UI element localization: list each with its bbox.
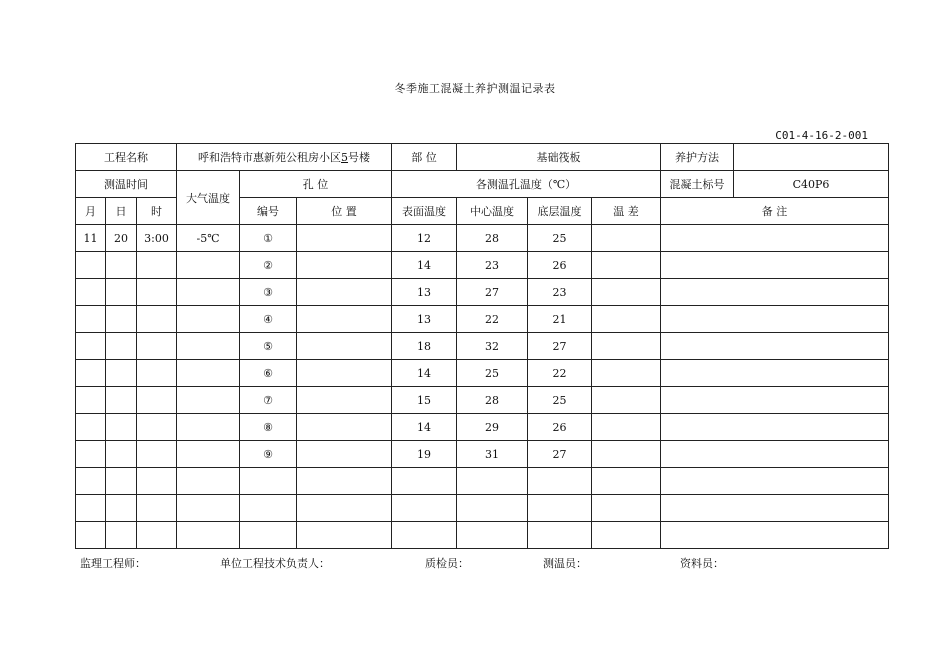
project-building-suffix: 号楼 <box>348 151 371 164</box>
hour-cell <box>137 387 177 414</box>
concrete-grade-label: 混凝土标号 <box>661 171 734 198</box>
remark-cell <box>661 441 889 468</box>
temp-diff-cell <box>592 387 661 414</box>
data-rows <box>76 225 889 549</box>
temp-diff-cell <box>592 279 661 306</box>
temp-diff-cell <box>592 252 661 279</box>
bottom-temp-cell: 26 <box>528 252 592 279</box>
air-temp-cell <box>177 441 240 468</box>
surface-temp-cell: 18 <box>392 333 457 360</box>
center-temp-header: 中心温度 <box>457 198 528 225</box>
hole-position-cell <box>297 252 392 279</box>
day-cell <box>106 468 137 495</box>
position-header: 位 置 <box>297 198 392 225</box>
concrete-grade-value: C40P6 <box>734 171 889 198</box>
temp-diff-cell <box>592 225 661 252</box>
bottom-temp-cell: 25 <box>528 225 592 252</box>
hole-number-cell: ⑨ <box>240 441 297 468</box>
air-temp-cell <box>177 360 240 387</box>
hole-number-cell: ② <box>240 252 297 279</box>
remark-cell <box>661 414 889 441</box>
curing-method-value <box>734 144 889 171</box>
table-row <box>76 279 889 306</box>
day-cell <box>106 333 137 360</box>
surface-temp-cell: 19 <box>392 441 457 468</box>
supervisor-signature: 监理工程师： <box>80 557 146 570</box>
signature-footer <box>0 555 950 571</box>
center-temp-cell: 32 <box>457 333 528 360</box>
project-name: 呼和浩特市惠新苑公租房小区 <box>198 151 342 164</box>
table-row <box>76 441 889 468</box>
temp-diff-cell <box>592 333 661 360</box>
hole-number-cell <box>240 495 297 522</box>
month-cell <box>76 495 106 522</box>
hour-cell: 3:00 <box>137 225 177 252</box>
day-cell <box>106 522 137 549</box>
air-temp-cell <box>177 279 240 306</box>
hole-position-cell <box>297 468 392 495</box>
month-cell <box>76 360 106 387</box>
month-cell: 11 <box>76 225 106 252</box>
air-temp-cell <box>177 414 240 441</box>
project-building-number: 5 <box>341 151 349 164</box>
project-name-cell <box>177 144 392 171</box>
month-cell <box>76 468 106 495</box>
hole-position-cell <box>297 306 392 333</box>
remark-cell <box>661 306 889 333</box>
header-row-groups <box>76 171 889 198</box>
air-temp-cell <box>177 387 240 414</box>
center-temp-cell: 29 <box>457 414 528 441</box>
center-temp-cell <box>457 495 528 522</box>
temp-diff-cell <box>592 306 661 333</box>
hour-cell <box>137 360 177 387</box>
hole-temp-label: 各测温孔温度（℃） <box>392 171 661 198</box>
air-temp-cell: -5℃ <box>177 225 240 252</box>
bottom-temp-cell: 22 <box>528 360 592 387</box>
surface-temp-cell: 12 <box>392 225 457 252</box>
remark-cell <box>661 279 889 306</box>
form-title: 冬季施工混凝土养护测温记录表 <box>394 82 556 95</box>
air-temp-cell <box>177 252 240 279</box>
month-header: 月 <box>76 198 106 225</box>
table-row <box>76 360 889 387</box>
month-cell <box>76 441 106 468</box>
hour-cell <box>137 468 177 495</box>
month-cell <box>76 522 106 549</box>
bottom-temp-cell <box>528 468 592 495</box>
curing-method-label: 养护方法 <box>661 144 734 171</box>
table-row <box>76 252 889 279</box>
part-value: 基础筏板 <box>457 144 661 171</box>
bottom-temp-header: 底层温度 <box>528 198 592 225</box>
bottom-temp-cell: 27 <box>528 441 592 468</box>
hole-position-cell <box>297 495 392 522</box>
day-header: 日 <box>106 198 137 225</box>
hole-position-cell <box>297 441 392 468</box>
remark-cell <box>661 495 889 522</box>
center-temp-cell: 23 <box>457 252 528 279</box>
center-temp-cell <box>457 522 528 549</box>
surface-temp-cell: 13 <box>392 279 457 306</box>
hole-number-cell: ③ <box>240 279 297 306</box>
hole-position-cell <box>297 522 392 549</box>
bottom-temp-cell: 21 <box>528 306 592 333</box>
remark-header: 备 注 <box>661 198 889 225</box>
surface-temp-header: 表面温度 <box>392 198 457 225</box>
form-code: C01-4-16-2-001 <box>775 129 868 142</box>
hole-number-cell: ④ <box>240 306 297 333</box>
hole-position-cell <box>297 225 392 252</box>
day-cell <box>106 387 137 414</box>
hour-cell <box>137 495 177 522</box>
temp-diff-cell <box>592 441 661 468</box>
hole-number-cell: ⑤ <box>240 333 297 360</box>
hour-cell <box>137 441 177 468</box>
temp-diff-cell <box>592 495 661 522</box>
surface-temp-cell: 15 <box>392 387 457 414</box>
temperature-record-table <box>75 143 889 549</box>
surface-temp-cell <box>392 522 457 549</box>
header-row-project <box>76 144 889 171</box>
table-row <box>76 333 889 360</box>
hole-number-cell: ⑧ <box>240 414 297 441</box>
table-row <box>76 225 889 252</box>
air-temp-cell <box>177 495 240 522</box>
bottom-temp-cell: 23 <box>528 279 592 306</box>
hour-cell <box>137 279 177 306</box>
day-cell <box>106 279 137 306</box>
temp-diff-header: 温 差 <box>592 198 661 225</box>
day-cell <box>106 252 137 279</box>
center-temp-cell: 28 <box>457 387 528 414</box>
bottom-temp-cell: 27 <box>528 333 592 360</box>
part-label: 部 位 <box>392 144 457 171</box>
table-row <box>76 387 889 414</box>
table-row <box>76 306 889 333</box>
bottom-temp-cell: 26 <box>528 414 592 441</box>
inspector-signature: 质检员： <box>425 557 469 570</box>
surface-temp-cell <box>392 495 457 522</box>
hour-cell <box>137 252 177 279</box>
remark-cell <box>661 522 889 549</box>
hole-number-cell: ① <box>240 225 297 252</box>
surface-temp-cell <box>392 468 457 495</box>
hole-position-cell <box>297 387 392 414</box>
month-cell <box>76 252 106 279</box>
air-temp-cell <box>177 333 240 360</box>
hole-number-cell: ⑦ <box>240 387 297 414</box>
temp-diff-cell <box>592 522 661 549</box>
hour-cell <box>137 306 177 333</box>
surface-temp-cell: 14 <box>392 360 457 387</box>
surface-temp-cell: 14 <box>392 252 457 279</box>
air-temp-cell <box>177 522 240 549</box>
remark-cell <box>661 252 889 279</box>
hole-number-cell <box>240 468 297 495</box>
center-temp-cell: 28 <box>457 225 528 252</box>
hole-position-cell <box>297 414 392 441</box>
month-cell <box>76 306 106 333</box>
month-cell <box>76 279 106 306</box>
air-temp-label: 大气温度 <box>177 171 240 225</box>
remark-cell <box>661 360 889 387</box>
temp-diff-cell <box>592 414 661 441</box>
center-temp-cell <box>457 468 528 495</box>
surface-temp-cell: 14 <box>392 414 457 441</box>
center-temp-cell: 31 <box>457 441 528 468</box>
table-row <box>76 414 889 441</box>
month-cell <box>76 414 106 441</box>
hole-number-cell <box>240 522 297 549</box>
temp-diff-cell <box>592 360 661 387</box>
bottom-temp-cell: 25 <box>528 387 592 414</box>
month-cell <box>76 333 106 360</box>
day-cell <box>106 306 137 333</box>
day-cell <box>106 414 137 441</box>
remark-cell <box>661 387 889 414</box>
project-label: 工程名称 <box>76 144 177 171</box>
tech-lead-signature: 单位工程技术负责人： <box>220 557 330 570</box>
hole-position-cell <box>297 279 392 306</box>
hour-cell <box>137 414 177 441</box>
hour-header: 时 <box>137 198 177 225</box>
number-header: 编号 <box>240 198 297 225</box>
center-temp-cell: 27 <box>457 279 528 306</box>
measure-time-label: 测温时间 <box>76 171 177 198</box>
center-temp-cell: 22 <box>457 306 528 333</box>
day-cell: 20 <box>106 225 137 252</box>
table-row <box>76 522 889 549</box>
hole-number-cell: ⑥ <box>240 360 297 387</box>
air-temp-cell <box>177 468 240 495</box>
table-row <box>76 495 889 522</box>
bottom-temp-cell <box>528 495 592 522</box>
documenter-signature: 资料员： <box>680 557 724 570</box>
surface-temp-cell: 13 <box>392 306 457 333</box>
hole-position-label: 孔 位 <box>240 171 392 198</box>
remark-cell <box>661 468 889 495</box>
thermometrist-signature: 测温员： <box>543 557 587 570</box>
hole-position-cell <box>297 333 392 360</box>
hole-position-cell <box>297 360 392 387</box>
remark-cell <box>661 333 889 360</box>
air-temp-cell <box>177 306 240 333</box>
table-row <box>76 468 889 495</box>
day-cell <box>106 441 137 468</box>
center-temp-cell: 25 <box>457 360 528 387</box>
hour-cell <box>137 522 177 549</box>
temp-diff-cell <box>592 468 661 495</box>
hour-cell <box>137 333 177 360</box>
day-cell <box>106 495 137 522</box>
month-cell <box>76 387 106 414</box>
day-cell <box>106 360 137 387</box>
remark-cell <box>661 225 889 252</box>
bottom-temp-cell <box>528 522 592 549</box>
